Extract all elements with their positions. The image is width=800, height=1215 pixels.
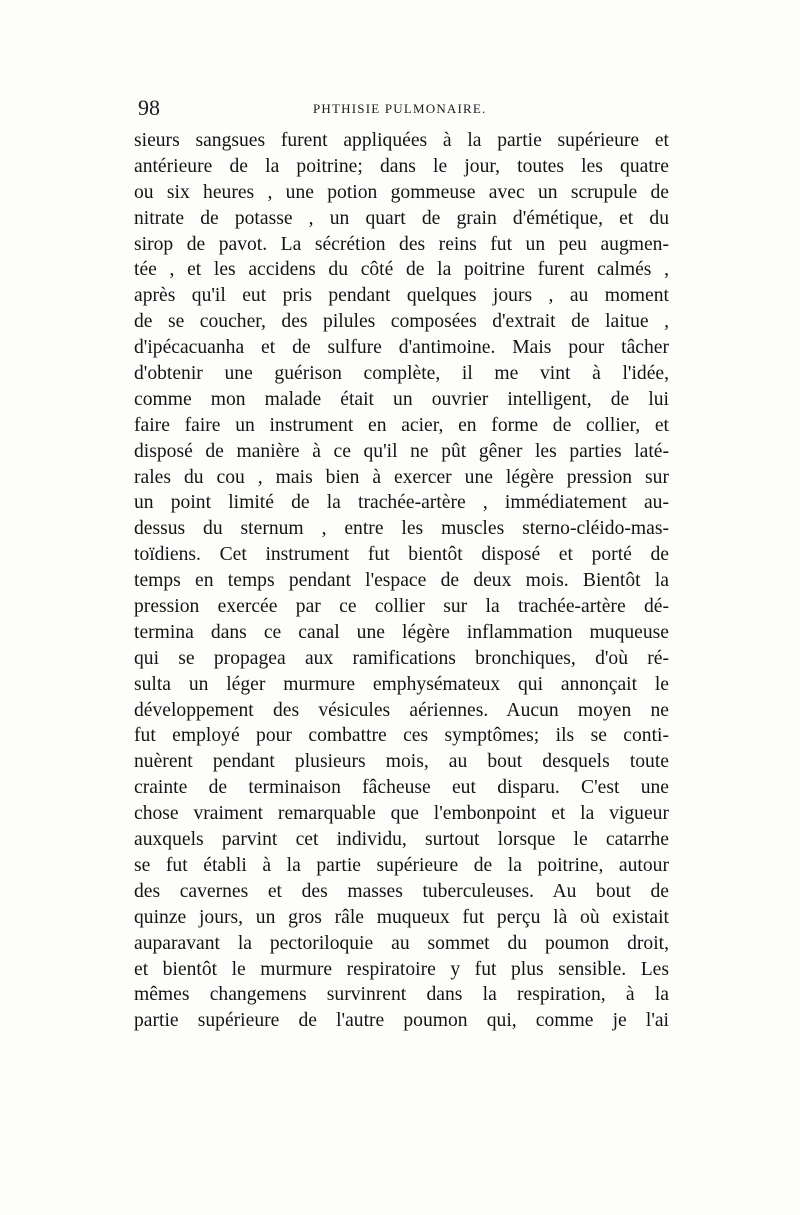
text-line: quinze jours, un gros râle muqueux fut perçu là où existait <box>134 906 669 928</box>
text-line: nitrate de potasse , un quart de grain d'émétique, et du <box>134 207 669 229</box>
text-line: auparavant la pectoriloquie au sommet du poumon droit, <box>134 932 669 954</box>
text-line: pression exercée par ce collier sur la trachée-artère dé- <box>134 596 669 618</box>
text-line: antérieure de la poitrine; dans le jour, toutes les quatre <box>134 155 669 177</box>
text-line: un point limité de la trachée-artère , immédiatement au- <box>134 492 669 514</box>
text-line: mêmes changemens survinrent dans la respiration, à la <box>134 984 669 1006</box>
text-line: et bientôt le murmure respiratoire y fut plus sensible. Les <box>134 958 669 980</box>
text-line: des cavernes et des masses tuberculeuses. Au bout de <box>134 880 669 902</box>
text-line: sieurs sangsues furent appliquées à la partie supérieure et <box>134 130 669 151</box>
running-title: PHTHISIE PULMONAIRE. <box>313 101 487 116</box>
text-line: tée , et les accidens du côté de la poitrine furent calmés , <box>134 259 669 281</box>
text-line: de se coucher, des pilules composées d'extrait de laitue , <box>134 311 669 333</box>
text-line: qui se propagea aux ramifications bronchiques, d'où ré- <box>134 647 669 669</box>
body-text <box>134 128 669 1034</box>
text-line: développement des vésicules aériennes. Aucun moyen ne <box>134 699 669 721</box>
text-line: temps en temps pendant l'espace de deux mois. Bientôt la <box>134 570 669 592</box>
text-line: comme mon malade était un ouvrier intelligent, de lui <box>134 388 669 410</box>
text-line: disposé de manière à ce qu'il ne pût gêner les parties laté- <box>134 440 669 462</box>
page-number: 98 <box>138 95 160 120</box>
text-line: sirop de pavot. La sécrétion des reins fut un peu augmen- <box>134 233 669 255</box>
text-line: se fut établi à la partie supérieure de la poitrine, autour <box>134 854 669 876</box>
text-line: auxquels parvint cet individu, surtout lorsque le catarrhe <box>134 829 669 851</box>
text-line: termina dans ce canal une légère inflammation muqueuse <box>134 621 669 643</box>
text-line: chose vraiment remarquable que l'embonpoint et la vigueur <box>134 803 669 825</box>
text-line: partie supérieure de l'autre poumon qui, comme je l'ai <box>134 1010 669 1032</box>
text-line: fut employé pour combattre ces symptômes; ils se conti- <box>134 725 669 747</box>
text-line: après qu'il eut pris pendant quelques jours , au moment <box>134 285 669 307</box>
text-line: toïdiens. Cet instrument fut bientôt disposé et porté de <box>134 544 669 566</box>
text-line: nuèrent pendant plusieurs mois, au bout desquels toute <box>134 751 669 773</box>
text-line: dessus du sternum , entre les muscles sterno-cléido-mas- <box>134 518 669 540</box>
text-line: d'ipécacuanha et de sulfure d'antimoine. Mais pour tâcher <box>134 337 669 359</box>
text-line: ou six heures , une potion gommeuse avec un scrupule de <box>134 181 669 203</box>
text-line: sulta un léger murmure emphysémateux qui annonçait le <box>134 673 669 695</box>
text-line: crainte de terminaison fâcheuse eut disparu. C'est une <box>134 777 669 799</box>
text-line: rales du cou , mais bien à exercer une légère pression sur <box>134 466 669 488</box>
text-line: d'obtenir une guérison complète, il me vint à l'idée, <box>134 363 669 385</box>
text-line: faire faire un instrument en acier, en forme de collier, et <box>134 414 669 436</box>
page-header <box>138 95 673 121</box>
